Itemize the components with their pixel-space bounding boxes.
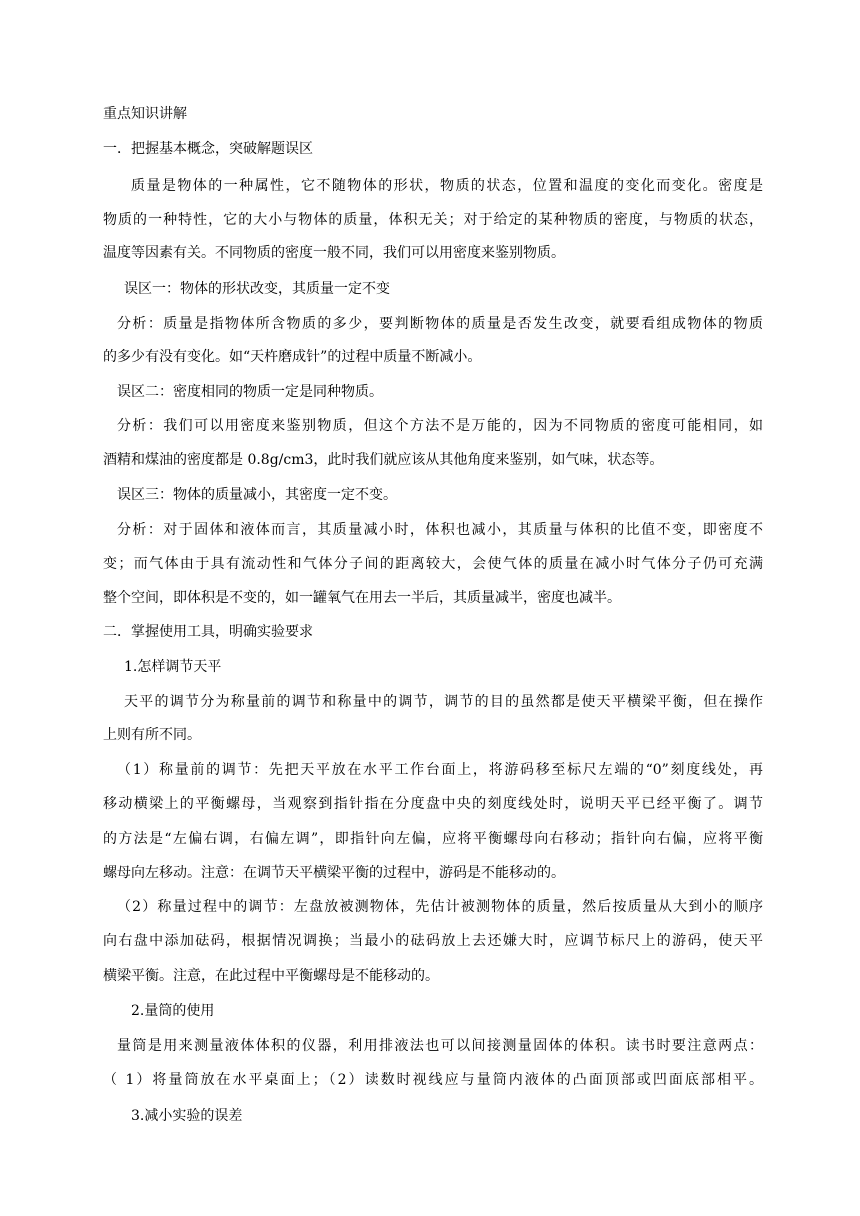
subsection-title-2: 2.量筒的使用 — [131, 1003, 215, 1019]
paragraph-line: 分析：质量是指物体所含物质的多少，要判断物体的质量是否发生改变，就要看组成物体的物质 — [117, 316, 763, 332]
paragraph-line: 横梁平衡。注意，在此过程中平衡螺母是不能移动的。 — [103, 968, 439, 984]
paragraph-line: 变；而气体由于具有流动性和气体分子间的距离较大，会使气体的质量在减小时气体分子仍可充满 — [103, 556, 763, 572]
paragraph-line: 酒精和煤油的密度都是 0.8g/cm3，此时我们就应该从其他角度来鉴别，如气味，状态等。 — [103, 452, 664, 468]
paragraph-line: 移动横梁上的平衡螺母，当观察到指针指在分度盘中央的刻度线处时，说明天平已经平衡了。调节 — [103, 796, 763, 812]
paragraph-line: 整个空间，即体积是不变的，如一罐氧气在用去一半后，其质量减半，密度也减半。 — [103, 590, 621, 606]
paragraph-line: 上则有所不同。 — [103, 727, 201, 743]
paragraph-line: 物质的一种特性，它的大小与物体的质量，体积无关；对于给定的某种物质的密度，与物质的状态， — [103, 212, 763, 228]
paragraph-line: 天平的调节分为称量前的调节和称量中的调节，调节的目的虽然都是使天平横梁平衡，但在操作 — [124, 694, 763, 710]
paragraph-line: 质量是物体的一种属性，它不随物体的形状，物质的状态，位置和温度的变化而变化。密度是 — [131, 178, 763, 194]
paragraph-line: （1）称量前的调节：先把天平放在水平工作台面上，将游码移至标尺左端的“0”刻度线处，再 — [117, 762, 763, 778]
paragraph-line: 的方法是“左偏右调，右偏左调”，即指针向左偏，应将平衡螺母向右移动；指针向右偏，应将平衡 — [103, 831, 763, 847]
misconception-title-1: 误区一：物体的形状改变，其质量一定不变 — [124, 281, 390, 297]
paragraph-line: （ 1）将量筒放在水平桌面上；（2）读数时视线应与量筒内液体的凸面顶部或凹面底部相平。 — [103, 1072, 763, 1088]
paragraph-line: （2）称量过程中的调节：左盘放被测物体，先估计被测物体的质量，然后按质量从大到小的顺序 — [117, 899, 763, 915]
paragraph-line: 向右盘中添加砝码，根据情况调换；当最小的砝码放上去还嫌大时，应调节标尺上的游码，使天平 — [103, 933, 763, 949]
paragraph-line: 分析：我们可以用密度来鉴别物质，但这个方法不是万能的，因为不同物质的密度可能相同，如 — [117, 418, 763, 434]
section-title-1: 一．把握基本概念，突破解题误区 — [103, 141, 313, 157]
misconception-title-3: 误区三：物体的质量减小，其密度一定不变。 — [117, 487, 397, 503]
section-title-2: 二．掌握使用工具，明确实验要求 — [103, 624, 313, 640]
section-heading: 重点知识讲解 — [103, 106, 187, 122]
subsection-title-1: 1.怎样调节天平 — [124, 659, 222, 675]
misconception-title-2: 误区二：密度相同的物质一定是同种物质。 — [117, 384, 383, 400]
subsection-title-3: 3.减小实验的误差 — [131, 1108, 243, 1124]
paragraph-line: 温度等因素有关。不同物质的密度一般不同，我们可以用密度来鉴别物质。 — [103, 245, 565, 261]
paragraph-line: 量筒是用来测量液体体积的仪器，利用排液法也可以间接测量固体的体积。读书时要注意两点： — [117, 1038, 763, 1054]
paragraph-line: 的多少有没有变化。如“天杵磨成针”的过程中质量不断减小。 — [103, 349, 482, 365]
paragraph-line: 螺母向左移动。注意：在调节天平横梁平衡的过程中，游码是不能移动的。 — [103, 865, 565, 881]
paragraph-line: 分析：对于固体和液体而言，其质量减小时，体积也减小，其质量与体积的比值不变，即密度不 — [117, 522, 763, 538]
